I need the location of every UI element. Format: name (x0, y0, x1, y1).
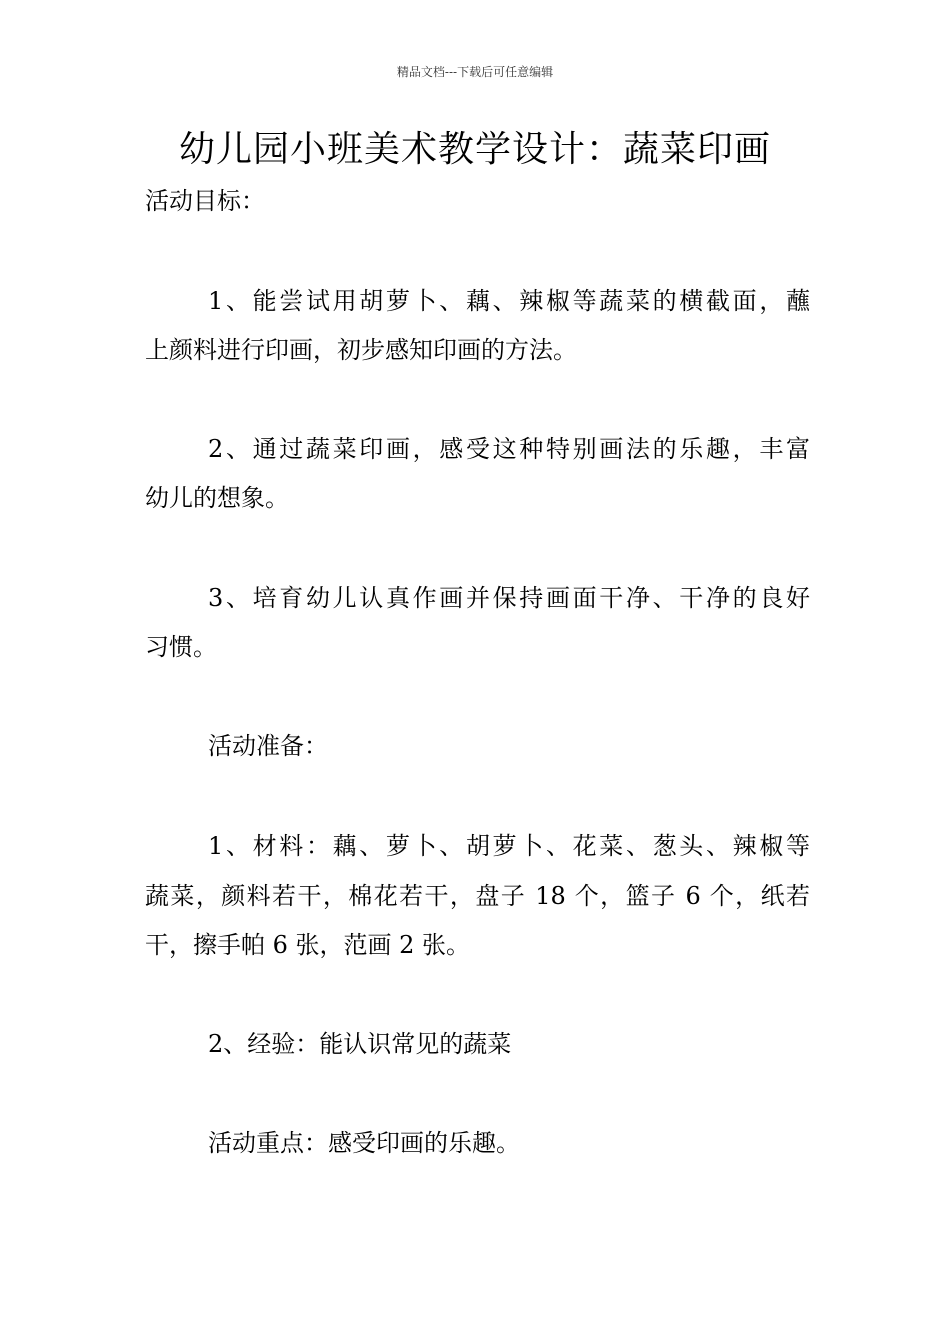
section-heading-goals: 活动目标： (145, 187, 265, 215)
prep-1-line-1: 1、材料：藕、萝卜、胡萝卜、花菜、葱头、辣椒等 (208, 832, 810, 860)
page-header: 精品文档---下载后可任意编辑 (396, 65, 554, 79)
goal-1-line-2: 上颜料进行印画，初步感知印画的方法。 (145, 336, 577, 364)
goal-3-line-2: 习惯。 (145, 633, 217, 661)
goal-1-line-1: 1、能尝试用胡萝卜、藕、辣椒等蔬菜的横截面，蘸 (208, 287, 810, 315)
prep-1-line-2: 蔬菜，颜料若干，棉花若干，盘子 18 个，篮子 6 个，纸若 (145, 882, 810, 910)
goal-2-line-2: 幼儿的想象。 (145, 484, 289, 512)
key-point-line: 活动重点：感受印画的乐趣。 (208, 1129, 520, 1157)
prep-2-line-1: 2、经验：能认识常见的蔬菜 (208, 1030, 512, 1058)
goal-2-line-1: 2、通过蔬菜印画，感受这种特别画法的乐趣，丰富 (208, 435, 810, 463)
goal-3-line-1: 3、培育幼儿认真作画并保持画面干净、干净的良好 (208, 584, 810, 612)
prep-1-line-3: 干，擦手帕 6 张，范画 2 张。 (145, 931, 471, 959)
section-heading-preparation: 活动准备： (208, 732, 328, 760)
document-title: 幼儿园小班美术教学设计：蔬菜印画 (178, 129, 771, 170)
